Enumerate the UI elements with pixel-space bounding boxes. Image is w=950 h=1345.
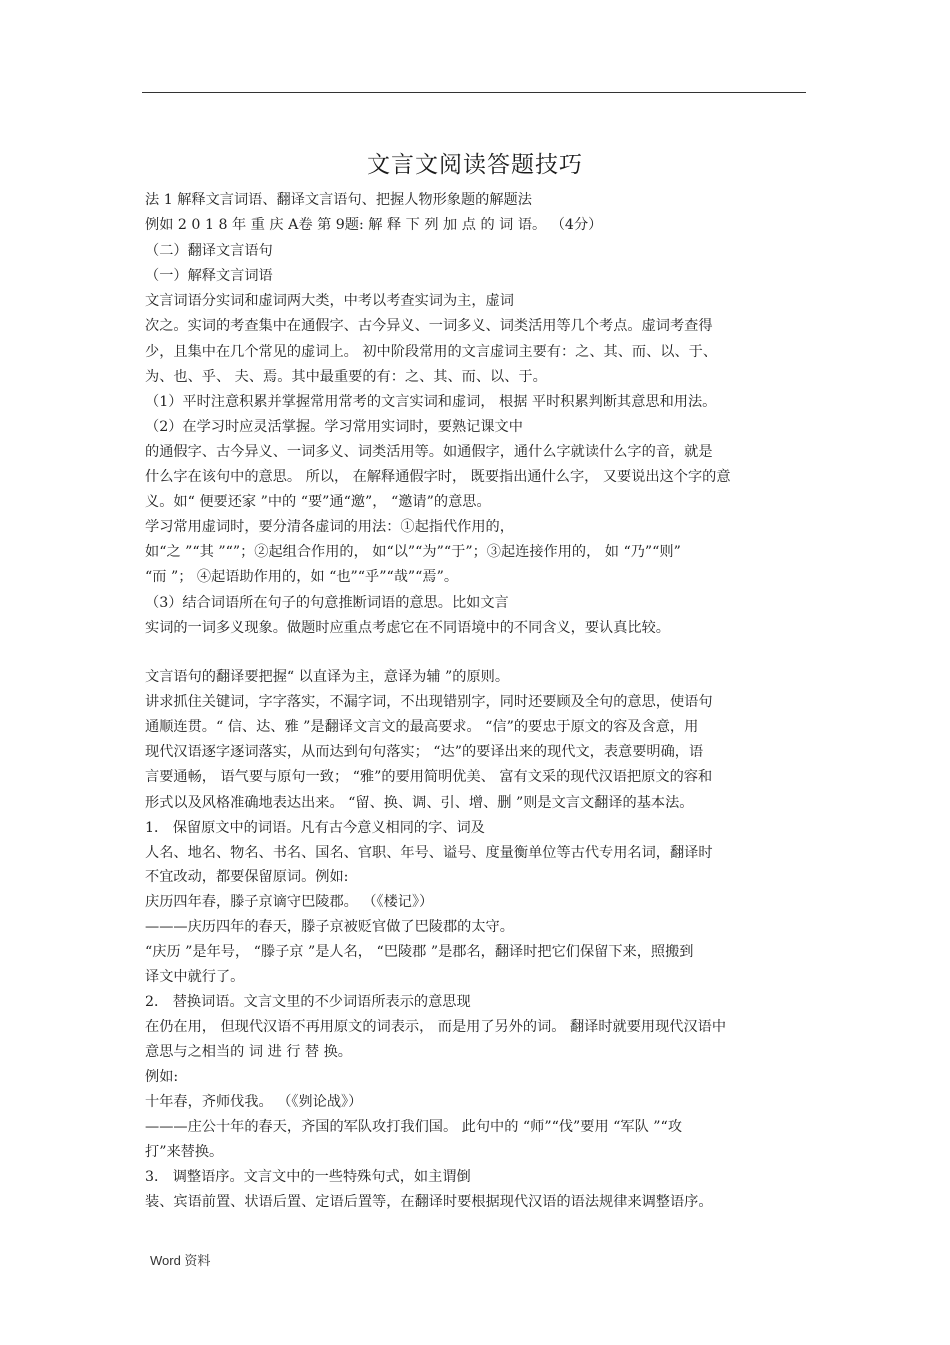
- text-line: 2． 替换词语。文言文里的不少词语所表示的意思现: [145, 994, 471, 1010]
- text-line: （1）平时注意积累并掌握常用常考的文言实词和虚词， 根据 平时积累判断其意思和用法。: [145, 394, 717, 410]
- text-line: “庆历 ”是年号， “滕子京 ”是人名， “巴陵郡 ”是郡名，翻译时把它们保留下来，照搬到: [145, 944, 694, 960]
- text-line: 译文中就行了。: [145, 969, 245, 985]
- text-line: （3）结合词语所在句子的句意推断词语的意思。比如文言: [145, 595, 509, 611]
- text-line: 意思与之相当的 词 进 行 替 换。: [145, 1044, 352, 1060]
- text-line: 通顺连贯。“ 信、达、雅 ”是翻译文言文的最高要求。 “信”的要忠于原文的容及含意，用: [145, 719, 699, 735]
- text-line: “而 ”； ④起语助作用的，如 “也”“乎”“哉”“焉”。: [145, 569, 459, 585]
- text-line: 庆历四年春，滕子京谪守巴陵郡。 （《楼记》）: [145, 894, 434, 910]
- page-title: 文言文阅读答题技巧: [367, 152, 583, 178]
- text-line: 什么字在该句中的意思。 所以， 在解释通假字时， 既要指出通什么字， 又要说出这个字的意: [145, 469, 731, 485]
- text-line: 义。如“ 便要还家 ”中的 “要”通“邀”， “邀请”的意思。: [145, 494, 491, 510]
- text-line: 文言词语分实词和虚词两大类，中考以考查实词为主，虚词: [145, 293, 514, 309]
- text-line: 打”来替换。: [145, 1144, 224, 1160]
- text-line: 1． 保留原文中的词语。凡有古今意义相同的字、词及: [145, 820, 485, 836]
- text-line: （2）在学习时应灵活掌握。学习常用实词时，要熟记课文中: [145, 419, 523, 435]
- text-line: 文言语句的翻译要把握“ 以直译为主，意译为辅 ”的原则。: [145, 669, 510, 685]
- footer-label: Word 资料: [150, 1253, 211, 1268]
- text-line: 人名、地名、物名、书名、国名、官职、年号、谥号、度量衡单位等古代专用名词，翻译时: [145, 845, 713, 861]
- text-line: 法 1 解释文言词语、翻译文言语句、把握人物形象题的解题法: [145, 192, 532, 208]
- text-line: 在仍在用， 但现代汉语不再用原文的词表示， 而是用了另外的词。 翻译时就要用现代汉语中: [145, 1019, 727, 1035]
- text-line: 的通假字、古今异义、一词多义、词类活用等。如通假字，通什么字就读什么字的音，就是: [145, 444, 713, 460]
- text-line: 讲求抓住关键词，字字落实，不漏字词，不出现错别字，同时还要顾及全句的意思，使语句: [145, 694, 713, 710]
- text-line: 十年春，齐师伐我。 （《刿论战》）: [145, 1094, 363, 1110]
- text-line: 例如 2 0 1 8 年 重 庆 A卷 第 9题: 解 释 下 列 加 点 的 词 语。 （4分）: [145, 217, 603, 233]
- header-rule: [142, 92, 806, 93]
- text-line: ———庄公十年的春天，齐国的军队攻打我们国。 此句中的 “师”“伐”要用 “军队 ”“攻: [145, 1119, 683, 1135]
- text-line: 装、宾语前置、状语后置、定语后置等，在翻译时要根据现代汉语的语法规律来调整语序。: [145, 1194, 713, 1210]
- text-line: 形式以及风格准确地表达出来。 “留、换、调、引、增、删 ”则是文言文翻译的基本法。: [145, 795, 694, 811]
- text-line: 3． 调整语序。文言文中的一些特殊句式，如主谓倒: [145, 1169, 471, 1185]
- text-line: （二）翻译文言语句: [145, 243, 273, 259]
- text-line: 次之。实词的考查集中在通假字、古今异义、一词多义、词类活用等几个考点。虚词考查得: [145, 318, 713, 334]
- text-line: 学习常用虚词时，要分清各虚词的用法：①起指代作用的，: [145, 519, 514, 535]
- text-line: ———庆历四年的春天，滕子京被贬官做了巴陵郡的太守。: [145, 919, 514, 935]
- text-line: 现代汉语逐字逐词落实，从而达到句句落实； “达”的要译出来的现代文，表意要明确，语: [145, 744, 704, 760]
- text-line: 为、也、乎、 夫、焉。其中最重要的有：之、其、而、以、于。: [145, 369, 547, 385]
- text-line: 实词的一词多义现象。做题时应重点考虑它在不同语境中的不同含义，要认真比较。: [145, 620, 670, 636]
- text-line: 如“之 ”“其 ”“”；②起组合作用的， 如“以”“为”“于”；③起连接作用的， 如 “乃”“则”: [145, 544, 681, 560]
- text-line: 例如:: [145, 1069, 179, 1085]
- text-line: 不宜改动，都要保留原词。例如:: [145, 869, 349, 885]
- text-line: 少，且集中在几个常见的虚词上。 初中阶段常用的文言虚词主要有：之、其、而、以、于、: [145, 344, 718, 360]
- text-line: （一）解释文言词语: [145, 268, 273, 284]
- text-line: 言要通畅， 语气要与原句一致； “雅”的要用简明优美、 富有文采的现代汉语把原文的容和: [145, 769, 713, 785]
